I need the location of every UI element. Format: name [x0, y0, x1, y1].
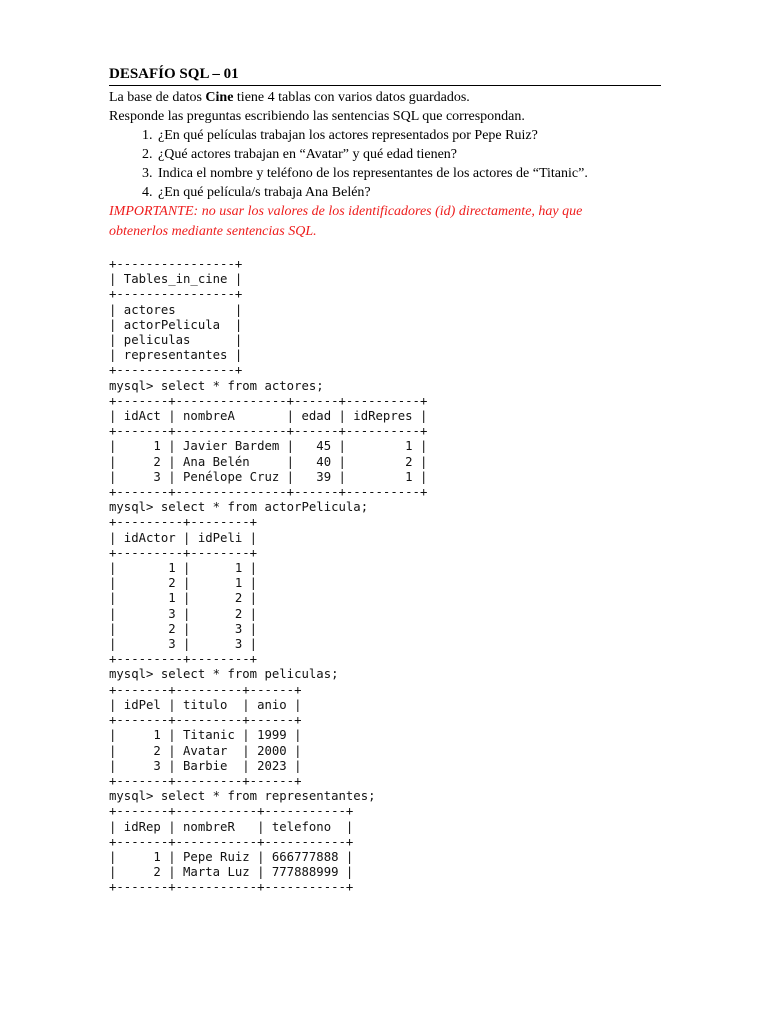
- result-4-border: +-------+-----------+-----------+: [109, 880, 354, 895]
- result-3-header-row: | idPel | titulo | anio |: [109, 697, 302, 712]
- mysql-console-output: [109, 257, 427, 896]
- tables-in-cine-border: +----------------+: [109, 287, 243, 302]
- result-1-border: +-------+---------------+------+----------+: [109, 393, 428, 408]
- intro-pre: La base de datos: [109, 90, 206, 105]
- result-2-row-4: | 3 | 2 |: [109, 606, 258, 621]
- tables-in-cine-header-row: | Tables_in_cine |: [109, 272, 243, 287]
- question-3: 3. Indica el nombre y teléfono de los representantes de los actores de “Titanic”.: [156, 164, 661, 183]
- result-2-row-5: | 2 | 3 |: [109, 621, 258, 636]
- result-4-border: +-------+-----------+-----------+: [109, 804, 354, 819]
- important-label: IMPORTANTE: [109, 204, 194, 219]
- result-3-border: +-------+---------+------+: [109, 682, 302, 697]
- result-2-row-3: | 1 | 2 |: [109, 591, 258, 606]
- result-2-row-2: | 2 | 1 |: [109, 576, 258, 591]
- intro-line: [109, 88, 661, 107]
- result-1-border: +-------+---------------+------+----------+: [109, 485, 428, 500]
- tables-in-cine-row-1: | actores |: [109, 302, 243, 317]
- result-3-border: +-------+---------+------+: [109, 713, 302, 728]
- result-4-header-row: | idRep | nombreR | telefono |: [109, 819, 354, 834]
- tables-in-cine-row-4: | representantes |: [109, 348, 243, 363]
- question-list: [109, 126, 661, 202]
- result-3-border: +-------+---------+------+: [109, 773, 302, 788]
- result-1-row-2: | 2 | Ana Belén | 40 | 2 |: [109, 454, 428, 469]
- result-3-row-3: | 3 | Barbie | 2023 |: [109, 758, 302, 773]
- mysql-command-3: mysql> select * from peliculas;: [109, 667, 339, 682]
- instruction-line: Responde las preguntas escribiendo las sentencias SQL que correspondan.: [109, 109, 525, 124]
- result-1-row-3: | 3 | Penélope Cruz | 39 | 1 |: [109, 469, 428, 484]
- question-1: 1. ¿En qué películas trabajan los actores representados por Pepe Ruiz?: [156, 126, 661, 145]
- result-2-row-1: | 1 | 1 |: [109, 561, 258, 576]
- query-result-table-1: [109, 394, 427, 500]
- document-body: [109, 64, 661, 241]
- result-4-row-2: | 2 | Marta Luz | 777888999 |: [109, 865, 354, 880]
- result-2-border: +---------+--------+: [109, 515, 258, 530]
- result-2-border: +---------+--------+: [109, 545, 258, 560]
- important-text-2: obtenerlos mediante sentencias SQL.: [109, 223, 317, 239]
- result-1-row-1: | 1 | Javier Bardem | 45 | 1 |: [109, 439, 428, 454]
- result-2-header-row: | idActor | idPeli |: [109, 530, 258, 545]
- database-name: Cine: [205, 90, 234, 105]
- question-4: 4. ¿En qué película/s trabaja Ana Belén?: [156, 183, 661, 202]
- result-4-border: +-------+-----------+-----------+: [109, 834, 354, 849]
- mysql-command-4: mysql> select * from representantes;: [109, 789, 376, 804]
- tables-in-cine-table: [109, 257, 427, 379]
- result-2-row-6: | 3 | 3 |: [109, 637, 258, 652]
- tables-in-cine-border: +----------------+: [109, 363, 243, 378]
- result-1-border: +-------+---------------+------+----------+: [109, 424, 428, 439]
- query-result-table-2: [109, 515, 427, 667]
- tables-in-cine-border: +----------------+: [109, 257, 243, 271]
- important-note: IMPORTANTE: no usar los valores de los identificadores (id) directamente, hay que obtenerlos mediante sentencias SQL.: [109, 204, 583, 239]
- mysql-command-2: mysql> select * from actorPelicula;: [109, 500, 369, 515]
- question-2: 2. ¿Qué actores trabajan en “Avatar” y qué edad tienen?: [156, 145, 661, 164]
- intro-post: tiene 4 tablas con varios datos guardados.: [233, 90, 470, 105]
- mysql-command-1: mysql> select * from actores;: [109, 378, 324, 393]
- query-result-table-4: [109, 804, 427, 895]
- tables-in-cine-row-2: | actorPelicula |: [109, 317, 243, 332]
- result-1-header-row: | idAct | nombreA | edad | idRepres |: [109, 409, 428, 424]
- query-result-table-3: [109, 683, 427, 789]
- result-3-row-2: | 2 | Avatar | 2000 |: [109, 743, 302, 758]
- result-3-row-1: | 1 | Titanic | 1999 |: [109, 728, 302, 743]
- result-4-row-1: | 1 | Pepe Ruiz | 666777888 |: [109, 849, 354, 864]
- important-text-1: no usar los valores de los identificadores (id) directamente, hay que: [201, 204, 583, 219]
- page-title: DESAFÍO SQL – 01: [109, 64, 661, 86]
- result-2-border: +---------+--------+: [109, 652, 258, 667]
- tables-in-cine-row-3: | peliculas |: [109, 333, 243, 348]
